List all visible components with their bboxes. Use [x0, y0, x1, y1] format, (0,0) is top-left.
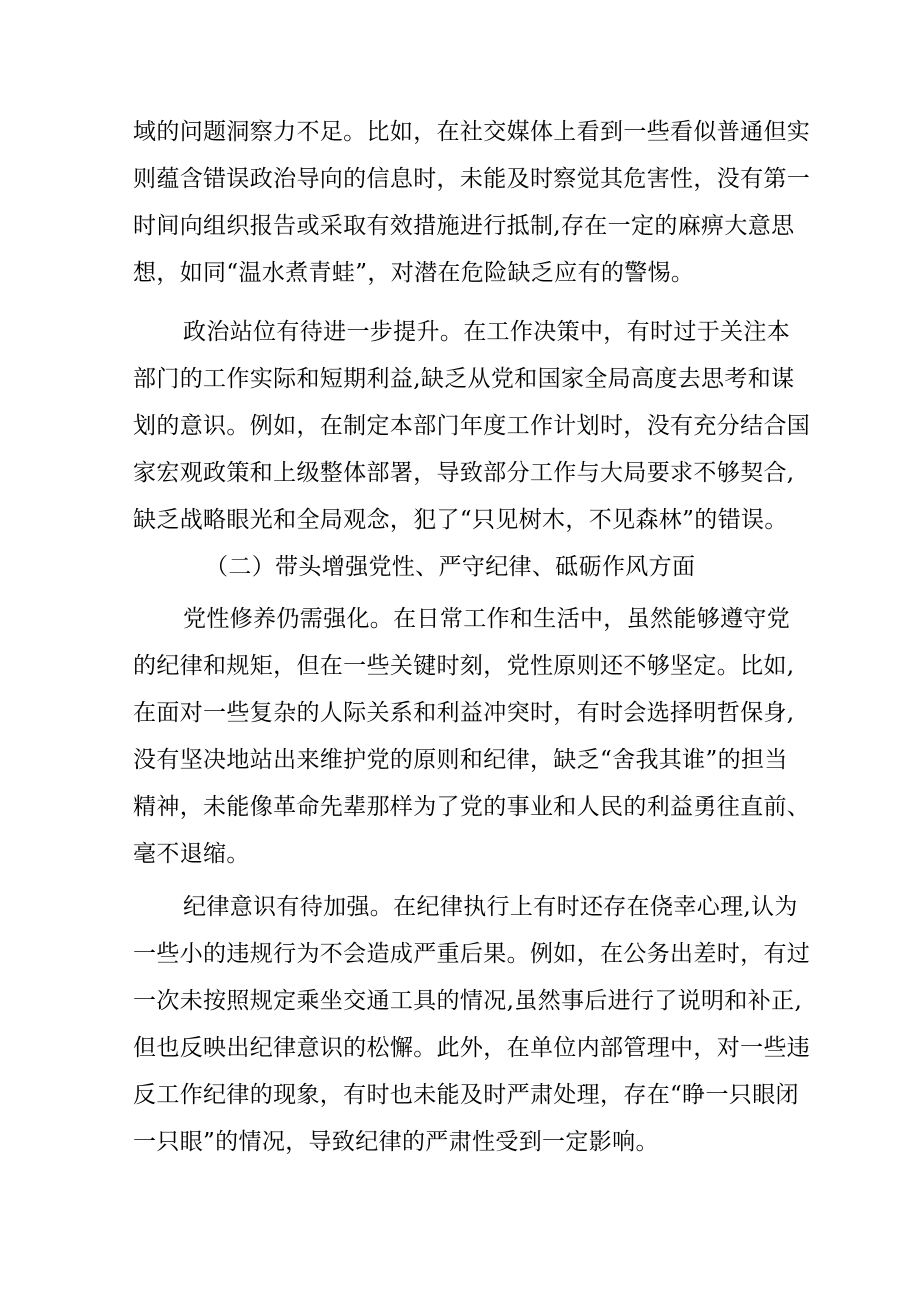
body-text-line: 想，如同“温水煮青蛙”，对潜在危险缺乏应有的警惕。: [133, 260, 695, 286]
body-text-line: 缺乏战略眼光和全局观念，犯了“只见树木，不见森林”的错误。: [133, 507, 788, 533]
body-text-line: 则蕴含错误政治导向的信息时，未能及时察觉其危害性，没有第一: [133, 166, 811, 192]
body-text-line: 家宏观政策和上级整体部署，导致部分工作与大局要求不够契合,: [133, 460, 795, 486]
body-text-line: 一只眼”的情况，导致纪律的严肃性受到一定影响。: [133, 1129, 659, 1155]
paragraph-first-line: 党性修养仍需强化。在日常工作和生活中，虽然能够遵守党: [183, 606, 791, 632]
body-text-line: 的纪律和规矩，但在一些关键时刻，党性原则还不够坚定。比如,: [133, 653, 795, 679]
body-text-line: 没有坚决地站出来维护党的原则和纪律，缺乏“舍我其谁”的担当: [133, 747, 788, 773]
body-text-line: 毫不退缩。: [133, 841, 250, 867]
body-text-line: 但也反映出纪律意识的松懈。此外，在单位内部管理中，对一些违: [133, 1035, 811, 1061]
body-text-line: 时间向组织报告或采取有效措施进行抵制,存在一定的麻痹大意思: [133, 213, 795, 239]
body-text-line: 一些小的违规行为不会造成严重后果。例如，在公务出差时，有过: [133, 941, 811, 967]
paragraph-first-line: 政治站位有待进一步提升。在工作决策中，有时过于关注本: [183, 319, 791, 345]
body-text-line: 一次未按照规定乘坐交通工具的情况,虽然事后进行了说明和补正,: [133, 988, 803, 1014]
section-heading: （二）带头增强党性、严守纪律、砥砺作风方面: [205, 554, 696, 580]
body-text-line: 划的意识。例如，在制定本部门年度工作计划时，没有充分结合国: [133, 413, 811, 439]
body-text-line: 域的问题洞察力不足。比如，在社交媒体上看到一些看似普通但实: [133, 119, 811, 145]
body-text-line: 在面对一些复杂的人际关系和利益冲突时，有时会选择明哲保身,: [133, 700, 795, 726]
body-text-line: 部门的工作实际和短期利益,缺乏从党和国家全局高度去思考和谋: [133, 366, 795, 392]
paragraph-first-line: 纪律意识有待加强。在纪律执行上有时还存在侥幸心理,认为: [183, 894, 798, 920]
body-text-line: 反工作纪律的现象，有时也未能及时严肃处理，存在“睁一只眼闭: [133, 1082, 799, 1108]
body-text-line: 精神，未能像革命先辈那样为了党的事业和人民的利益勇往直前、: [133, 794, 811, 820]
